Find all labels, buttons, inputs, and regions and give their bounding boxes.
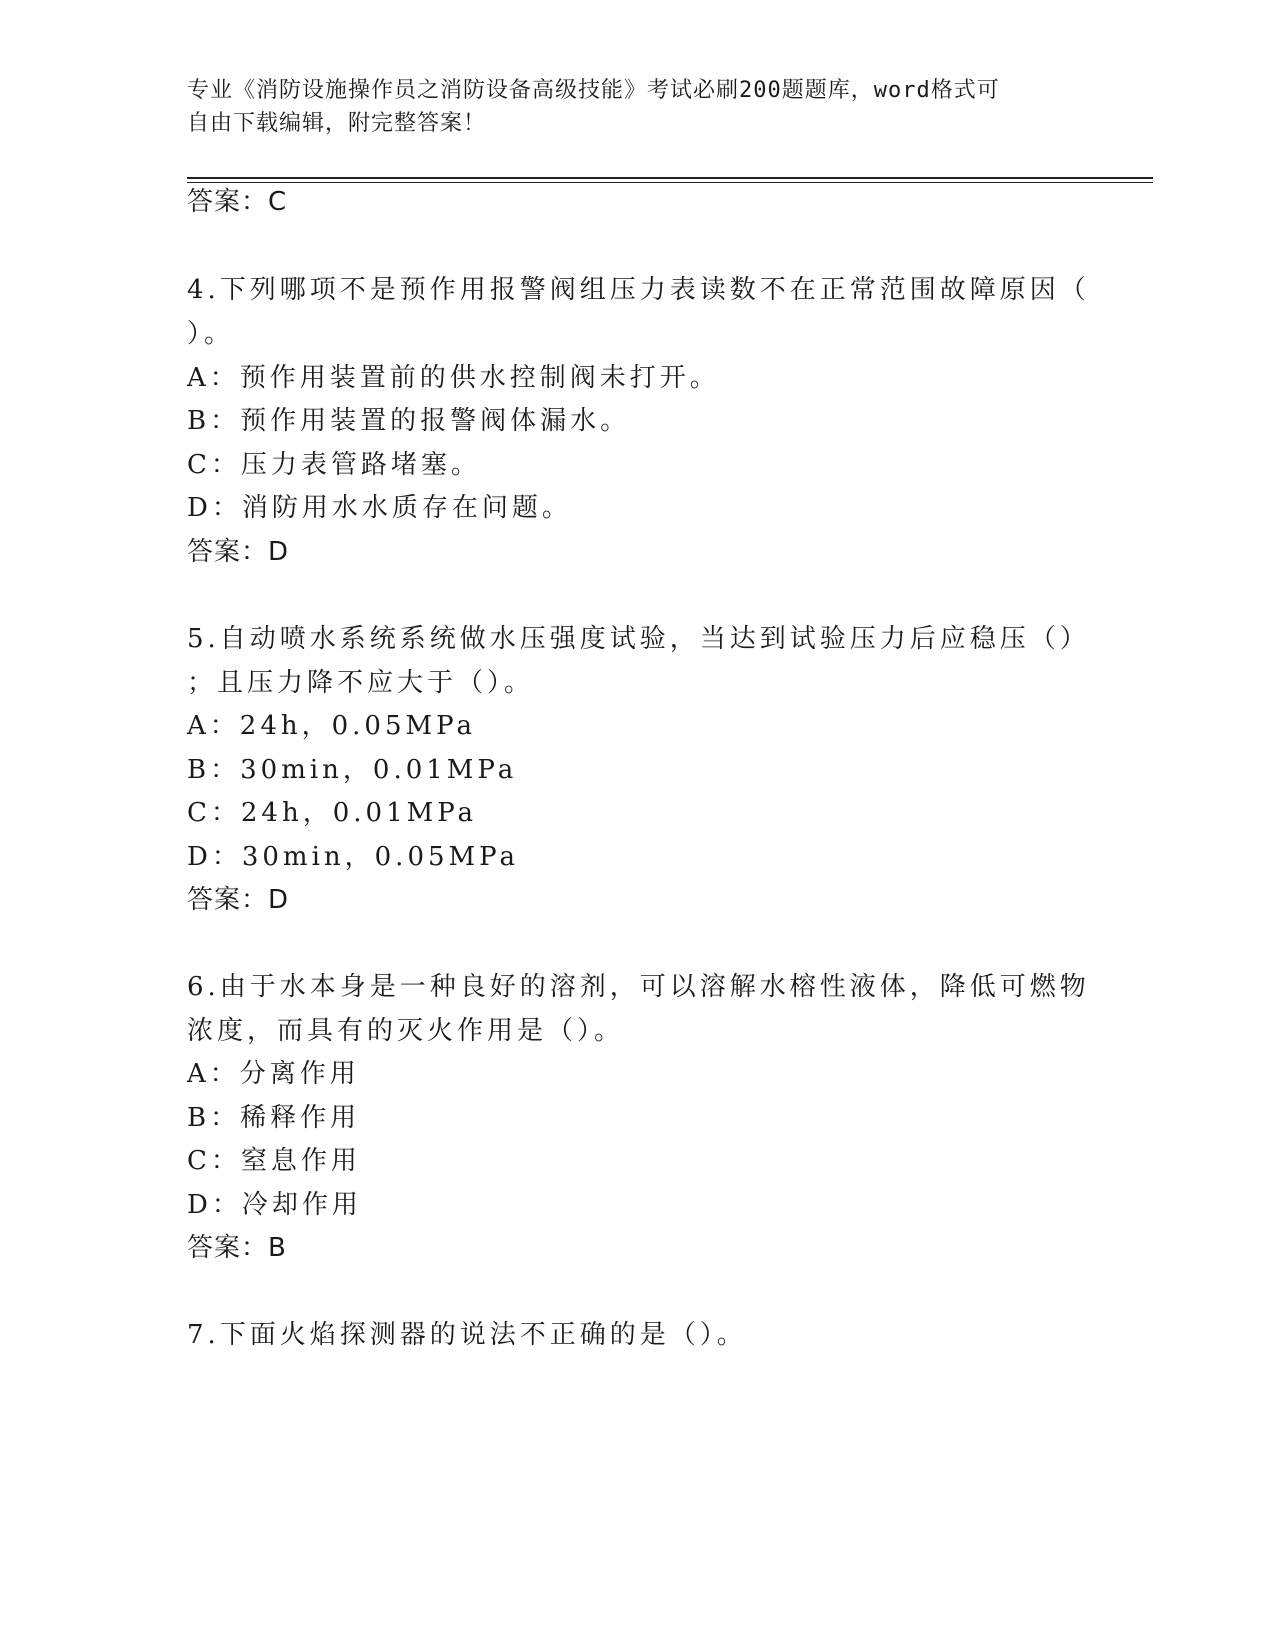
- question-6-stem-line-2: 浓度，而具有的灭火作用是（）。: [187, 1016, 625, 1046]
- question-4-stem-line-1: 4.下列哪项不是预作用报警阀组压力表读数不在正常范围故障原因（: [187, 275, 1090, 305]
- question-5-option-b: B：30min，0.01MPa: [187, 755, 518, 785]
- question-6-stem-line-1: 6.由于水本身是一种良好的溶剂，可以溶解水榕性液体，降低可燃物: [187, 972, 1090, 1002]
- question-5-stem-line-1: 5.自动喷水系统系统做水压强度试验，当达到试验压力后应稳压（）: [187, 624, 1090, 654]
- header-line-1: 专业《消防设施操作员之消防设备高级技能》考试必刷200题题库，word格式可: [187, 78, 1000, 103]
- question-6-option-a: A：分离作用: [187, 1059, 360, 1089]
- question-4-stem-line-2: ）。: [187, 319, 235, 349]
- previous-answer: 答案：C: [187, 187, 288, 217]
- question-6-option-c: C：窒息作用: [187, 1146, 361, 1176]
- question-4-option-d: D：消防用水水质存在问题。: [187, 493, 572, 523]
- question-6-option-d: D：冷却作用: [187, 1190, 362, 1220]
- document-header: [187, 74, 1067, 140]
- question-4-option-b: B：预作用装置的报警阀体漏水。: [187, 406, 631, 436]
- question-5-option-c: C：24h，0.01MPa: [187, 798, 478, 828]
- question-4-option-c: C：压力表管路堵塞。: [187, 450, 481, 480]
- header-divider-thin: [187, 182, 1153, 183]
- header-divider: [187, 177, 1153, 179]
- question-6-answer: 答案：B: [187, 1233, 287, 1263]
- question-5-stem-line-2: ；且压力降不应大于（）。: [187, 668, 535, 698]
- question-5-answer: 答案：D: [187, 885, 290, 915]
- question-6-option-b: B：稀释作用: [187, 1103, 361, 1133]
- question-4-answer: 答案：D: [187, 537, 290, 567]
- header-line-2: 自由下载编辑，附完整答案！: [187, 111, 487, 136]
- question-7-stem-line-1: 7.下面火焰探测器的说法不正确的是（）。: [187, 1320, 747, 1350]
- question-5-option-a: A：24h，0.05MPa: [187, 711, 476, 741]
- question-4-option-a: A：预作用装置前的供水控制阀未打开。: [187, 363, 720, 393]
- question-5-option-d: D：30min，0.05MPa: [187, 842, 519, 872]
